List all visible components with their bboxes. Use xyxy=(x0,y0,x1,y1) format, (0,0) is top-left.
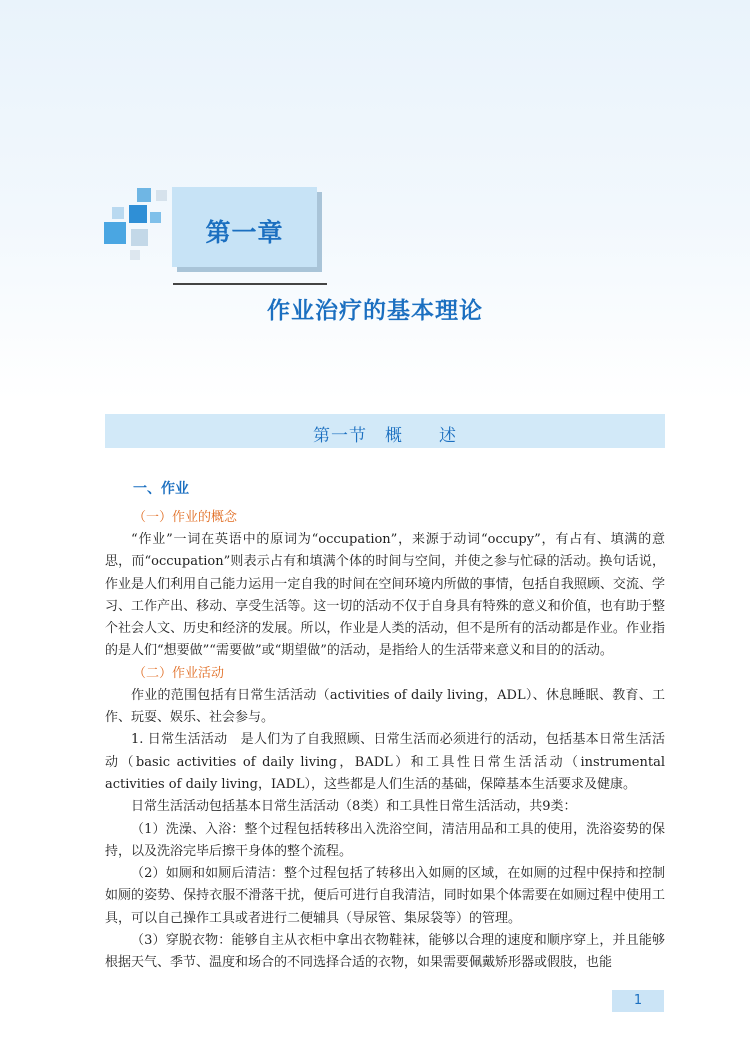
subheading-concept: （一）作业的概念 xyxy=(133,510,238,525)
chapter-rule xyxy=(173,283,327,285)
page-number: 1 xyxy=(612,990,664,1012)
section-title: 第一节 概 述 xyxy=(313,426,457,446)
paragraph: （3）穿脱衣物：能够自主从衣柜中拿出衣物鞋袜，能够以合理的速度和顺序穿上，并且能够根据天气、季节、温度和场合的不同选择合适的衣物，如果需要佩戴矫形器或假肢，也能 xyxy=(105,933,665,971)
subheading-activities: （二）作业活动 xyxy=(133,665,225,681)
chapter-title: 作业治疗的基本理论 xyxy=(267,298,483,324)
paragraph: （2）如厕和如厕后清洁：整个过程包括了转移出入如厕的区域，在如厕的过程中保持和控制如厕的姿势、保持衣服不滑落干扰，便后可进行自我清洁，同时如果个体需要在如厕过程中使用工具，可以自己操作工具或者进行二便辅具（导尿管、集尿袋等）的管理。 xyxy=(105,866,665,926)
paragraph: 1. 日常生活活动 是人们为了自我照顾、日常生活而必须进行的活动，包括基本日常生活活动（basic activities of daily living，BADL）和工具性日常生活活动（instrumental activities of daily living，IADL），这些都是人们生活的基础，保障基本生活要求及健康。 xyxy=(105,732,665,792)
chapter-label: 第一章 xyxy=(205,218,284,247)
paragraph: 日常生活活动包括基本日常生活活动（8类）和工具性日常生活活动，共9类： xyxy=(131,799,577,815)
paragraph: （1）洗澡、入浴：整个过程包括转移出入洗浴空间，清洁用品和工具的使用，洗浴姿势的保持，以及洗浴完毕后擦干身体的整个流程。 xyxy=(105,821,665,859)
section-heading-bar xyxy=(105,414,665,448)
header-background xyxy=(0,0,750,400)
paragraph: “作业”一词在英语中的原词为“occupation”，来源于动词“occupy”，有占有、填满的意思，而“occupation”则表示占有和填满个体的时间与空间，并使之参与忙碌的活动。换句话说，作业是人们利用自己能力运用一定自我的时间在空间环境内所做的事情，包括自我照顾、交流、学习、工作产出、移动、享受生活等。这一切的活动不仅于自身具有特殊的意义和价值，也有助于整个社会人文、历史和经济的发展。所以，作业是人类的活动，但不是所有的活动都是作业。作业指的是人们“想要做”“需要做”或“期望做”的活动，是指给人的生活带来意义和目的的活动。 xyxy=(105,532,665,659)
paragraph: 作业的范围包括有日常生活活动（activities of daily living，ADL）、休息睡眠、教育、工作、玩耍、娱乐、社会参与。 xyxy=(105,687,665,726)
body-text xyxy=(105,478,665,975)
heading-level-1: 一、作业 xyxy=(133,481,189,497)
chapter-label-box xyxy=(172,187,317,267)
